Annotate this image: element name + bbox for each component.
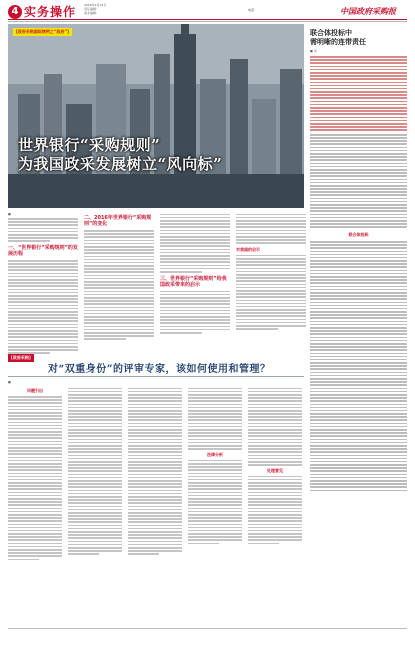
date-info bbox=[84, 3, 154, 15]
city-skyline-photo bbox=[8, 24, 304, 208]
bottom-column-1 bbox=[8, 386, 62, 562]
bottom-headline-rule bbox=[8, 376, 304, 377]
bottom-column-4 bbox=[188, 386, 242, 546]
main-headline bbox=[18, 136, 222, 174]
headline-line-2: 为我国政采发展树立“风向标” bbox=[18, 155, 223, 173]
section-title: 实务操作 bbox=[24, 5, 77, 19]
bottom-author: ■ bbox=[8, 380, 11, 384]
headline-line-1: 世界银行“采购规则” bbox=[18, 136, 161, 154]
paper-logo: 中国政府采购报 bbox=[340, 6, 396, 16]
bottom-column-5 bbox=[248, 386, 302, 546]
section-number-badge: 4 bbox=[8, 5, 22, 19]
contact-meta: 电话： bbox=[248, 8, 258, 12]
bottom-section-tag: [政府采购] bbox=[8, 354, 34, 362]
article-column-1 bbox=[8, 212, 78, 356]
sidebar-title-line-1: 联合体投标中 bbox=[310, 28, 352, 37]
bottom-heading-4: 法律分析 bbox=[207, 451, 223, 457]
article-column-2 bbox=[84, 212, 154, 342]
sidebar-body-main bbox=[310, 134, 407, 228]
article-column-3 bbox=[160, 212, 230, 335]
sidebar-body-top bbox=[310, 56, 407, 131]
article-heading-3: 三、世界银行“采购规则”给我国政采带来的启示 bbox=[160, 275, 227, 288]
header-rule-gray bbox=[8, 21, 407, 22]
article-heading-4: 对我国的启示 bbox=[236, 246, 260, 252]
photo-tag: [政府采购国际惯例之“政府”] bbox=[13, 28, 72, 36]
bottom-column-2 bbox=[68, 386, 122, 557]
article-column-4 bbox=[236, 212, 306, 331]
sidebar-article bbox=[310, 24, 407, 616]
designer-line: 美术编辑： bbox=[84, 11, 100, 15]
sidebar-title bbox=[310, 28, 407, 46]
bottom-headline: 对“双重身份”的评审专家，该如何使用和管理？ bbox=[48, 364, 271, 375]
bottom-heading-5: 处理意见 bbox=[267, 467, 283, 473]
bottom-heading-1: 问题引出 bbox=[27, 388, 43, 393]
sidebar-body-bottom bbox=[310, 241, 407, 491]
article-heading-1: 一、“世界银行”采购规则”的发展历程 bbox=[8, 244, 78, 257]
editor-line: 责任编辑： bbox=[84, 7, 100, 11]
article-heading-2: 二、2016年世界银行“采购规则”的变化 bbox=[84, 215, 152, 227]
bottom-column-3 bbox=[128, 386, 182, 557]
page-footer-rule bbox=[8, 628, 407, 629]
date-line: 2016年4月14日 bbox=[84, 3, 107, 7]
sidebar-title-line-2: 需明晰的连带责任 bbox=[310, 37, 366, 46]
sidebar-subhead: 联合体投标 bbox=[348, 231, 369, 237]
main-article-columns bbox=[8, 212, 304, 358]
skyline-illustration bbox=[8, 24, 304, 208]
article-author: ■ bbox=[8, 212, 11, 216]
sidebar-author: ■ 刘 bbox=[310, 49, 317, 53]
header-rule-red bbox=[8, 19, 407, 20]
